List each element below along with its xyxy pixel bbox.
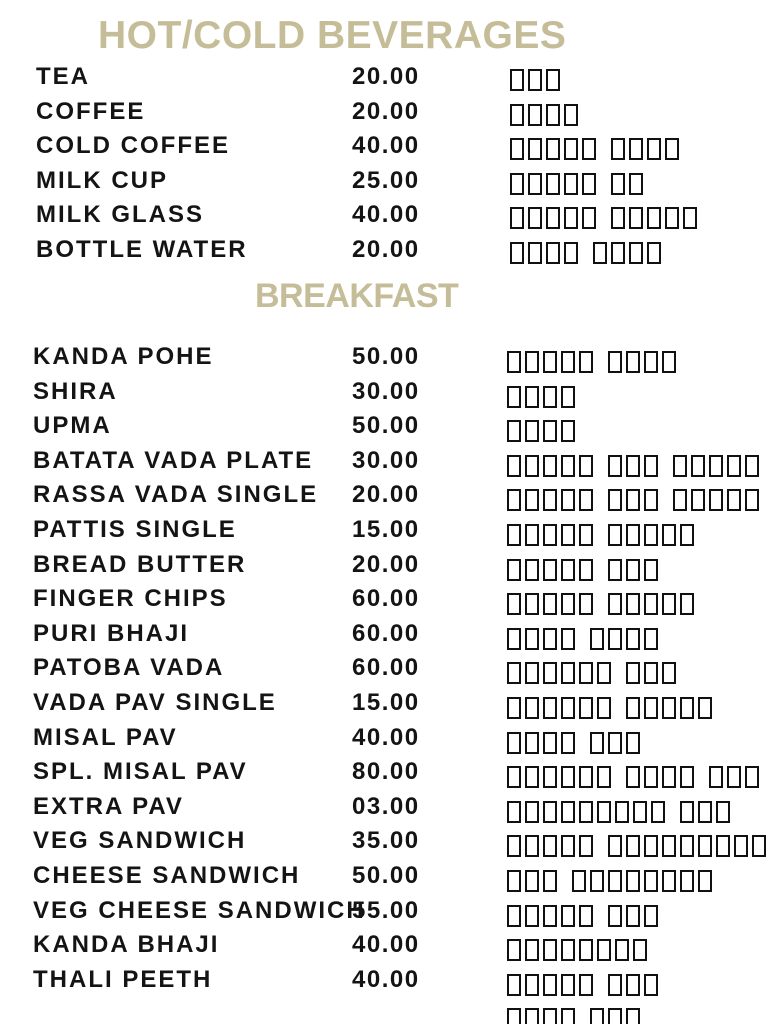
item-local-name (507, 455, 768, 485)
item-name: EXTRA PAV (33, 792, 184, 820)
item-local-name (507, 697, 727, 727)
item-local-name (507, 420, 590, 450)
menu-item-row (0, 201, 768, 235)
item-name: BATATA VADA PLATE (33, 446, 314, 474)
menu-item-row (0, 724, 768, 758)
item-price: 80.00 (352, 758, 420, 786)
item-name: MILK GLASS (36, 201, 204, 229)
menu-item-row (0, 63, 768, 97)
item-local-name (510, 242, 676, 272)
menu-item-row (0, 897, 768, 931)
item-name: RASSA VADA SINGLE (33, 481, 319, 509)
item-local-name (507, 974, 673, 1004)
menu-item-row (0, 98, 768, 132)
menu-item-row (0, 827, 768, 861)
menu-item-row (0, 447, 768, 481)
item-price: 35.00 (352, 827, 420, 855)
menu-item-row (0, 343, 768, 377)
item-name: SPL. MISAL PAV (33, 758, 248, 786)
menu-item-row (0, 689, 768, 723)
item-price: 55.00 (352, 896, 420, 924)
item-name: UPMA (33, 412, 112, 440)
item-local-name (507, 870, 727, 900)
item-price: 15.00 (352, 689, 420, 716)
item-name: KANDA BHAJI (33, 931, 220, 959)
breakfast-heading: BREAKFAST (255, 277, 459, 315)
item-local-name (507, 939, 662, 969)
item-local-name (507, 905, 673, 935)
menu-item-row (0, 758, 768, 792)
menu-item-row (0, 793, 768, 827)
item-local-name (507, 489, 768, 519)
menu-item-row (0, 378, 768, 412)
item-name: VEG SANDWICH (33, 827, 247, 855)
item-local-name (510, 173, 658, 203)
item-price: 40.00 (352, 931, 420, 959)
item-price: 40.00 (352, 201, 420, 229)
item-price: 50.00 (352, 343, 420, 370)
item-price: 50.00 (352, 412, 420, 440)
item-local-name (510, 138, 694, 168)
item-local-name (507, 593, 709, 623)
menu-item-row (0, 481, 768, 515)
item-price: 30.00 (352, 446, 420, 474)
item-name: BOTTLE WATER (36, 236, 248, 263)
item-price: 20.00 (352, 63, 420, 90)
item-price: 15.00 (352, 516, 420, 543)
menu-item-row (0, 585, 768, 619)
item-local-name (507, 732, 655, 762)
item-name: SHIRA (33, 377, 118, 405)
item-name: PATTIS SINGLE (33, 516, 237, 543)
item-price: 50.00 (352, 862, 420, 889)
item-price: 60.00 (352, 619, 420, 647)
item-price: 20.00 (352, 550, 420, 578)
item-price: 03.00 (352, 792, 420, 820)
menu-item-row (0, 931, 768, 965)
item-name: COFFEE (36, 97, 146, 125)
item-price: 30.00 (352, 377, 420, 405)
item-name: COLD COFFEE (36, 132, 230, 160)
beverages-heading: HOT/COLD BEVERAGES (98, 14, 567, 57)
menu-item-row (0, 516, 768, 550)
item-price: 40.00 (352, 132, 420, 160)
item-name: FINGER CHIPS (33, 585, 228, 613)
item-local-name (507, 801, 745, 831)
menu-item-row (0, 236, 768, 270)
item-name: PATOBA VADA (33, 654, 225, 682)
item-price: 20.00 (352, 481, 420, 509)
menu-item-row (0, 132, 768, 166)
item-price: 40.00 (352, 723, 420, 751)
item-local-name (510, 207, 712, 237)
item-name: KANDA POHE (33, 343, 214, 370)
item-local-name (507, 766, 768, 796)
menu-item-row (0, 167, 768, 201)
item-local-name (507, 662, 691, 692)
item-local-name (510, 104, 593, 134)
item-local-name (507, 351, 691, 381)
item-name: THALI PEETH (33, 965, 213, 993)
item-price: 60.00 (352, 654, 420, 682)
item-local-name (507, 386, 590, 416)
item-name: VADA PAV SINGLE (33, 689, 277, 716)
item-name: MISAL PAV (33, 723, 178, 751)
item-local-name (510, 69, 575, 99)
item-name: VEG CHEESE SANDWICH (33, 896, 366, 924)
menu-item-row (0, 620, 768, 654)
item-name: CHEESE SANDWICH (33, 862, 301, 889)
item-name: TEA (36, 63, 90, 90)
item-price: 60.00 (352, 585, 420, 613)
item-local-name (507, 559, 673, 589)
item-price: 20.00 (352, 97, 420, 125)
menu-item-row (0, 412, 768, 446)
item-price: 40.00 (352, 965, 420, 993)
item-name: PURI BHAJI (33, 619, 190, 647)
item-local-name (507, 1008, 655, 1024)
item-price: 25.00 (352, 166, 420, 194)
menu-item-row (0, 551, 768, 585)
item-local-name (507, 628, 673, 658)
menu-item-row (0, 1000, 768, 1024)
item-name: MILK CUP (36, 166, 168, 194)
item-name: BREAD BUTTER (33, 550, 247, 578)
menu-item-row (0, 654, 768, 688)
item-price: 20.00 (352, 236, 420, 263)
menu-item-row (0, 862, 768, 896)
menu-item-row (0, 966, 768, 1000)
item-local-name (507, 835, 768, 865)
item-local-name (507, 524, 709, 554)
